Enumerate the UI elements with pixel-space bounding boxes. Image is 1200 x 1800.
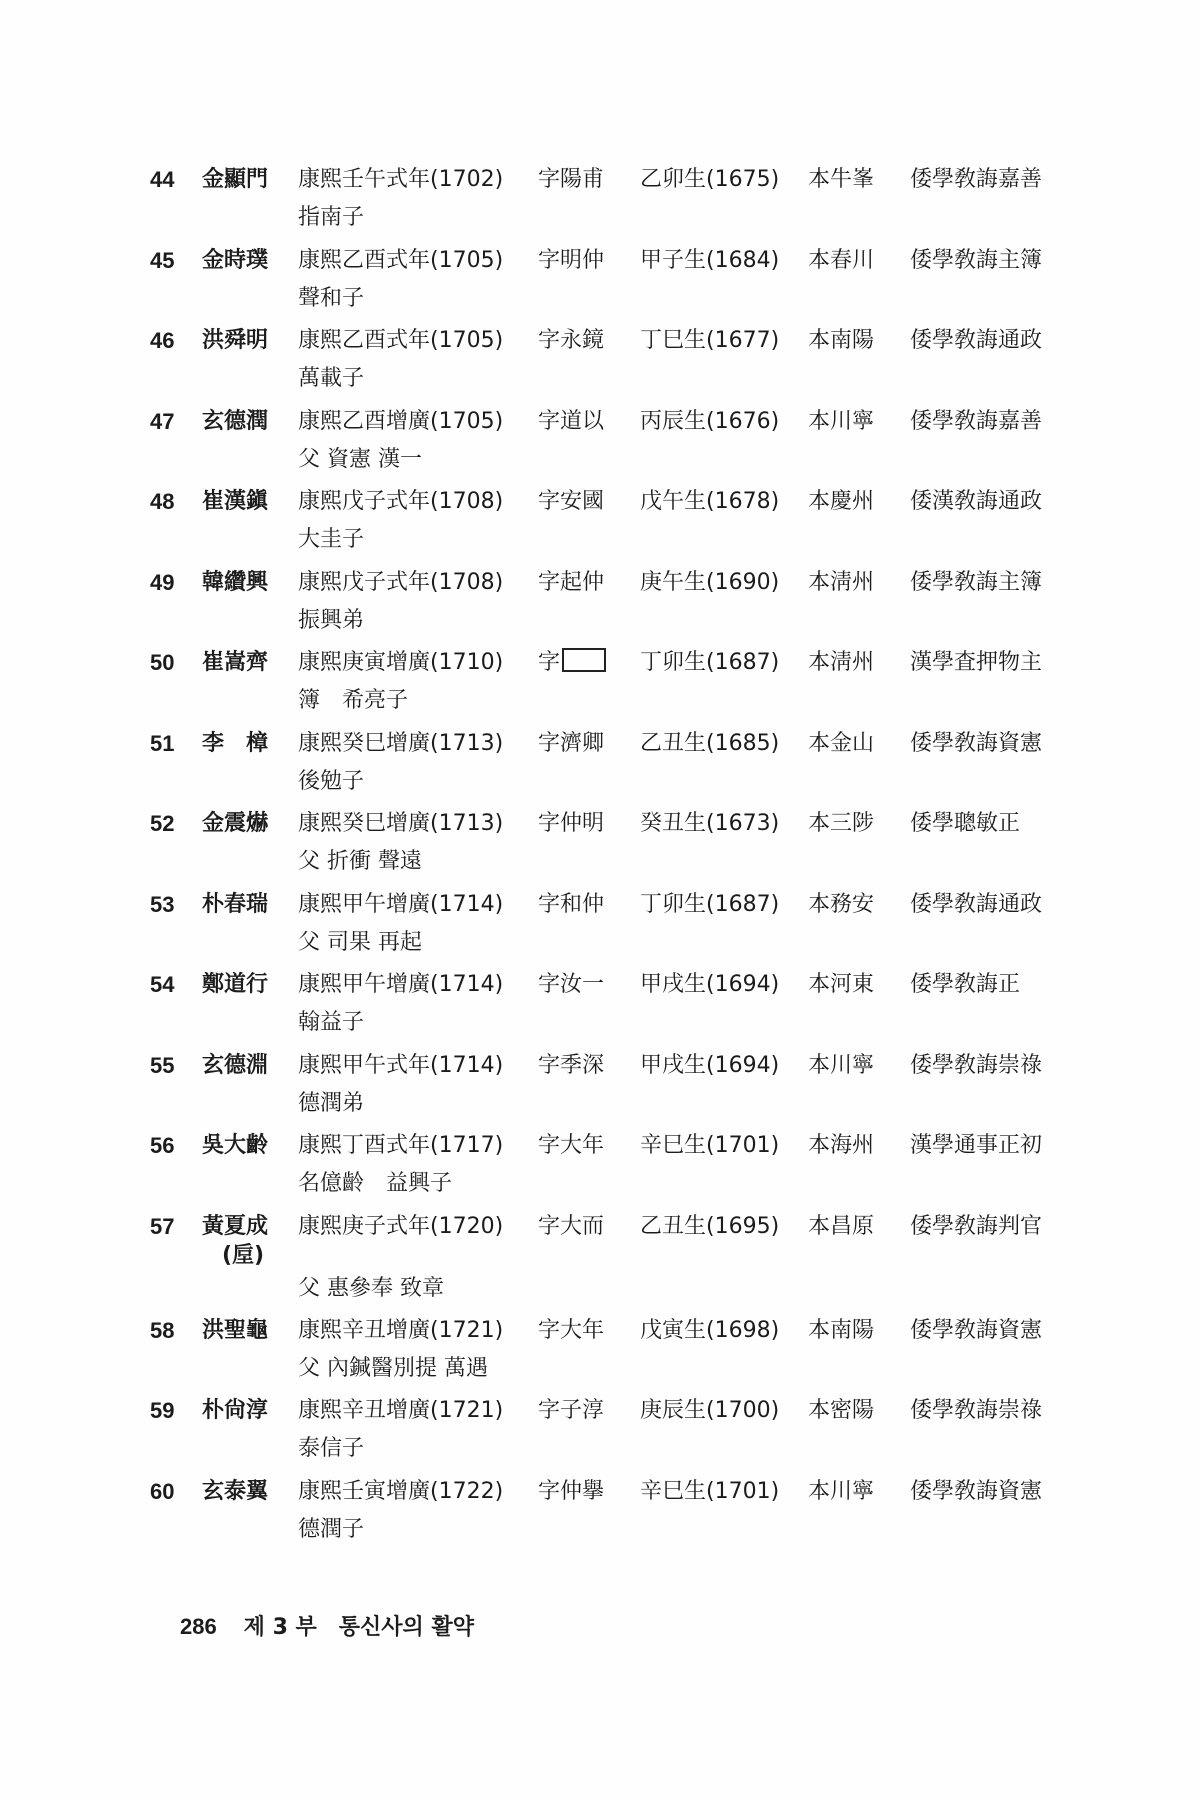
entry-number: 57 xyxy=(150,1213,175,1239)
person-name: 洪聖龜 xyxy=(202,1317,269,1343)
list-item xyxy=(140,1207,1100,1311)
exam-year: 康熙乙酉式年(1705) xyxy=(298,328,504,353)
family-note: 指南子 xyxy=(298,205,365,230)
family-note: 後勉子 xyxy=(298,768,365,794)
office-title: 倭學敎誨通政 xyxy=(910,891,1043,917)
entry-main-line xyxy=(140,1207,1100,1247)
office-title: 倭學敎誨崇祿 xyxy=(910,1398,1043,1423)
entry-number: 49 xyxy=(150,569,175,595)
person-name-alt: (垕) xyxy=(222,1242,265,1268)
person-name: 玄德淵 xyxy=(202,1052,269,1078)
courtesy-name: 字季深 xyxy=(538,1052,605,1078)
courtesy-name: 字明仲 xyxy=(538,247,605,273)
birth-year: 丁卯生(1687) xyxy=(640,891,780,917)
person-name: 玄德潤 xyxy=(202,408,269,434)
clan-origin: 本川寧 xyxy=(808,1052,875,1078)
entry-main-line xyxy=(140,804,1100,844)
entry-number: 60 xyxy=(150,1478,175,1504)
family-note: 德潤子 xyxy=(298,1516,365,1542)
entry-number: 53 xyxy=(150,891,175,917)
entry-number: 45 xyxy=(150,247,175,273)
office-title: 倭學敎誨資憲 xyxy=(910,730,1043,756)
entry-number: 56 xyxy=(150,1133,175,1158)
birth-year: 丁卯生(1687) xyxy=(640,650,780,675)
entry-main-line xyxy=(140,965,1100,1005)
list-item xyxy=(140,402,1100,483)
list-item xyxy=(140,482,1100,563)
courtesy-name: 字和仲 xyxy=(538,891,605,917)
entry-number: 51 xyxy=(150,730,175,756)
birth-year: 乙丑生(1695) xyxy=(640,1213,780,1239)
office-title: 倭學敎誨通政 xyxy=(910,328,1043,353)
entry-number: 55 xyxy=(150,1052,175,1078)
family-note: 父 惠參奉 致章 xyxy=(298,1275,444,1301)
office-title: 倭學聰敏正 xyxy=(910,811,1021,836)
clan-origin: 本慶州 xyxy=(808,489,875,514)
birth-year: 辛巳生(1701) xyxy=(640,1133,780,1158)
birth-year: 甲子生(1684) xyxy=(640,247,780,273)
courtesy-name: 字仲明 xyxy=(538,811,605,836)
entry-main-line xyxy=(140,563,1100,603)
person-name: 朴春瑞 xyxy=(202,891,269,917)
office-title: 倭學敎誨嘉善 xyxy=(910,167,1043,192)
courtesy-name: 字汝一 xyxy=(538,972,605,997)
courtesy-name: 字濟卿 xyxy=(538,730,605,756)
entry-main-line xyxy=(140,643,1100,683)
courtesy-name: 字 xyxy=(538,643,628,683)
family-note: 父 折衝 聲遠 xyxy=(298,849,422,874)
birth-year: 甲戌生(1694) xyxy=(640,972,780,997)
page-number: 286 xyxy=(180,1614,217,1639)
family-note: 泰信子 xyxy=(298,1436,365,1461)
list-item xyxy=(140,965,1100,1046)
entry-main-line xyxy=(140,402,1100,442)
list-item xyxy=(140,804,1100,885)
clan-origin: 本務安 xyxy=(808,891,875,917)
office-title: 倭學敎誨正 xyxy=(910,972,1021,997)
clan-origin: 本牛峯 xyxy=(808,167,875,192)
entry-number: 47 xyxy=(150,408,175,434)
birth-year: 乙丑生(1685) xyxy=(640,730,780,756)
clan-origin: 本南陽 xyxy=(808,1317,875,1343)
entry-main-line xyxy=(140,1311,1100,1351)
person-name: 李 樟 xyxy=(202,730,269,756)
family-note: 德潤弟 xyxy=(298,1090,365,1116)
list-item xyxy=(140,321,1100,402)
family-note: 簿 希亮子 xyxy=(298,688,409,713)
entry-main-line xyxy=(140,885,1100,925)
birth-year: 辛巳生(1701) xyxy=(640,1478,780,1504)
exam-year: 康熙甲午式年(1714) xyxy=(298,1052,504,1078)
interpreter-list xyxy=(140,160,1100,1552)
exam-year: 康熙乙酉增廣(1705) xyxy=(298,408,504,434)
person-name: 鄭道行 xyxy=(202,972,269,997)
office-title: 倭學敎誨判官 xyxy=(910,1213,1043,1239)
list-item xyxy=(140,885,1100,966)
family-note: 大圭子 xyxy=(298,527,365,552)
office-title: 倭學敎誨資憲 xyxy=(910,1317,1043,1343)
birth-year: 癸丑生(1673) xyxy=(640,811,780,836)
entry-number: 48 xyxy=(150,489,175,514)
courtesy-name: 字仲擧 xyxy=(538,1478,605,1504)
family-note: 父 司果 再起 xyxy=(298,929,422,955)
courtesy-name: 字子淳 xyxy=(538,1398,605,1423)
exam-year: 康熙甲午增廣(1714) xyxy=(298,891,504,917)
entry-number: 46 xyxy=(150,328,175,353)
birth-year: 庚辰生(1700) xyxy=(640,1398,780,1423)
courtesy-name: 字道以 xyxy=(538,408,605,434)
office-title: 漢學通事正初 xyxy=(910,1133,1043,1158)
courtesy-name: 字安國 xyxy=(538,489,605,514)
birth-year: 丙辰生(1676) xyxy=(640,408,780,434)
courtesy-name: 字永鏡 xyxy=(538,328,605,353)
person-name: 崔嵩齊 xyxy=(202,650,269,675)
clan-origin: 本川寧 xyxy=(808,1478,875,1504)
entry-main-line xyxy=(140,1046,1100,1086)
list-item xyxy=(140,1046,1100,1127)
person-name: 洪舜明 xyxy=(202,328,269,353)
clan-origin: 本海州 xyxy=(808,1133,875,1158)
birth-year: 甲戌生(1694) xyxy=(640,1052,780,1078)
list-item xyxy=(140,1391,1100,1472)
exam-year: 康熙壬午式年(1702) xyxy=(298,167,504,192)
entry-main-line xyxy=(140,160,1100,200)
courtesy-name: 字起仲 xyxy=(538,569,605,595)
clan-origin: 本河東 xyxy=(808,972,875,997)
birth-year: 戊寅生(1698) xyxy=(640,1317,780,1343)
clan-origin: 本金山 xyxy=(808,730,875,756)
person-name: 朴尙淳 xyxy=(202,1398,269,1423)
exam-year: 康熙壬寅增廣(1722) xyxy=(298,1478,504,1504)
family-note: 振興弟 xyxy=(298,607,365,633)
entry-number: 52 xyxy=(150,811,175,836)
entry-main-line xyxy=(140,1391,1100,1431)
family-note: 父 資憲 漢一 xyxy=(298,446,422,472)
office-title: 倭學敎誨嘉善 xyxy=(910,408,1043,434)
entry-main-line xyxy=(140,241,1100,281)
birth-year: 丁巳生(1677) xyxy=(640,328,780,353)
clan-origin: 本南陽 xyxy=(808,328,875,353)
courtesy-name: 字陽甫 xyxy=(538,167,605,192)
exam-year: 康熙癸巳增廣(1713) xyxy=(298,730,504,756)
entry-number: 44 xyxy=(150,167,175,192)
exam-year: 康熙戊子式年(1708) xyxy=(298,489,504,514)
person-name: 金震爀 xyxy=(202,811,269,836)
entry-main-line xyxy=(140,724,1100,764)
entry-number: 58 xyxy=(150,1317,175,1343)
exam-year: 康熙庚寅增廣(1710) xyxy=(298,650,504,675)
family-note: 萬載子 xyxy=(298,366,365,391)
exam-year: 康熙癸巳增廣(1713) xyxy=(298,811,504,836)
office-title: 漢學査押物主 xyxy=(910,650,1043,675)
family-note: 翰益子 xyxy=(298,1010,365,1035)
office-title: 倭漢敎誨通政 xyxy=(910,489,1043,514)
courtesy-name: 字大而 xyxy=(538,1213,605,1239)
exam-year: 康熙庚子式年(1720) xyxy=(298,1213,504,1239)
courtesy-name: 字大年 xyxy=(538,1317,605,1343)
clan-origin: 本川寧 xyxy=(808,408,875,434)
family-note: 名億齡 益興子 xyxy=(298,1171,453,1196)
clan-origin: 本春川 xyxy=(808,247,875,273)
person-name: 黃夏成 xyxy=(202,1213,269,1239)
person-name: 韓纘興 xyxy=(202,569,269,595)
person-name: 玄泰翼 xyxy=(202,1478,269,1504)
list-item xyxy=(140,1126,1100,1207)
blank-box xyxy=(562,648,606,672)
courtesy-name: 字大年 xyxy=(538,1133,605,1158)
clan-origin: 本淸州 xyxy=(808,650,875,675)
office-title: 倭學敎誨資憲 xyxy=(910,1478,1043,1504)
entry-main-line xyxy=(140,482,1100,522)
person-name: 吳大齡 xyxy=(202,1133,269,1158)
list-item xyxy=(140,1472,1100,1553)
person-name: 金時璞 xyxy=(202,247,269,273)
exam-year: 康熙甲午增廣(1714) xyxy=(298,972,504,997)
part-title: 제 3 부 통신사의 활약 xyxy=(243,1615,474,1640)
entry-number: 50 xyxy=(150,650,175,675)
list-item xyxy=(140,724,1100,805)
office-title: 倭學敎誨主簿 xyxy=(910,247,1043,273)
office-title: 倭學敎誨主簿 xyxy=(910,569,1043,595)
entry-number: 54 xyxy=(150,972,175,997)
page-footer xyxy=(180,1610,474,1641)
family-note: 聲和子 xyxy=(298,285,365,311)
list-item xyxy=(140,160,1100,241)
list-item xyxy=(140,1311,1100,1392)
list-item xyxy=(140,563,1100,644)
entry-number: 59 xyxy=(150,1398,175,1423)
clan-origin: 本三陟 xyxy=(808,811,875,836)
entry-main-line xyxy=(140,321,1100,361)
exam-year: 康熙辛丑增廣(1721) xyxy=(298,1317,504,1343)
person-name: 金顯門 xyxy=(202,167,269,192)
clan-origin: 本昌原 xyxy=(808,1213,875,1239)
exam-year: 康熙戊子式年(1708) xyxy=(298,569,504,595)
exam-year: 康熙丁酉式年(1717) xyxy=(298,1133,504,1158)
exam-year: 康熙乙酉式年(1705) xyxy=(298,247,504,273)
entry-main-line xyxy=(140,1126,1100,1166)
birth-year: 戊午生(1678) xyxy=(640,489,780,514)
birth-year: 庚午生(1690) xyxy=(640,569,780,595)
person-name: 崔漢鎭 xyxy=(202,489,269,514)
clan-origin: 本淸州 xyxy=(808,569,875,595)
list-item xyxy=(140,241,1100,322)
exam-year: 康熙辛丑增廣(1721) xyxy=(298,1398,504,1423)
birth-year: 乙卯生(1675) xyxy=(640,167,780,192)
office-title: 倭學敎誨崇祿 xyxy=(910,1052,1043,1078)
entry-main-line xyxy=(140,1472,1100,1512)
family-note: 父 內鍼醫別提 萬遇 xyxy=(298,1355,488,1381)
clan-origin: 本密陽 xyxy=(808,1398,875,1423)
list-item xyxy=(140,643,1100,724)
